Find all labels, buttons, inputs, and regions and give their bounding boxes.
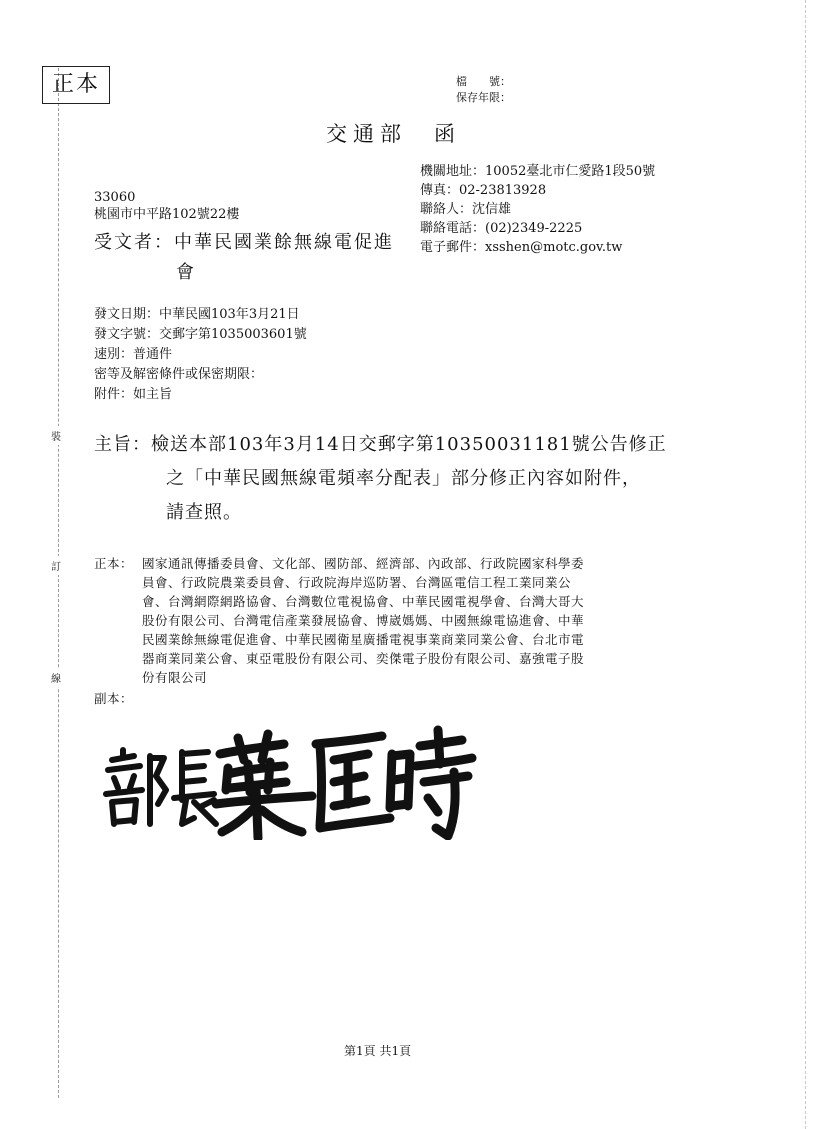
cc-line: 會、台灣網際網路協會、台灣數位電視協會、中華民國電視學會、台灣大哥大 — [142, 594, 585, 609]
subject-line-1: 主旨：檢送本部103年3月14日交郵字第10350031181號公告修正 — [94, 434, 667, 455]
cc-label: 正本： — [94, 556, 134, 571]
issue-date: 發文日期：中華民國103年3月21日 — [94, 307, 300, 322]
sender-phone: 聯絡電話：(02)2349-2225 — [420, 221, 583, 236]
document-title: 交通部 函 — [326, 122, 461, 146]
cc-line: 份有限公司 — [142, 670, 208, 685]
binding-line — [58, 68, 59, 1098]
subject-line-3: 請查照。 — [166, 502, 242, 523]
document-number: 發文字號：交郵字第1035003601號 — [94, 327, 307, 342]
sender-email: 電子郵件：xsshen@motc.gov.tw — [420, 240, 623, 255]
binding-mark-ding: 訂 — [51, 556, 61, 575]
recipient-postal-code: 33060 — [94, 190, 136, 205]
binding-mark-zhuang: 裝 — [51, 426, 61, 445]
binding-mark-xian: 線 — [51, 668, 61, 687]
file-number-label: 檔 號： — [456, 75, 511, 88]
cc-line: 員會、行政院農業委員會、行政院海岸巡防署、台灣區電信工程工業同業公 — [142, 575, 572, 590]
cc-line: 器商業同業公會、東亞電股份有限公司、奕傑電子股份有限公司、嘉強電子股 — [142, 651, 585, 666]
subject-line-2: 之「中華民國無線電頻率分配表」部分修正內容如附件， — [166, 468, 641, 489]
cc-line: 國家通訊傳播委員會、文化部、國防部、經濟部、內政部、行政院國家科學委 — [142, 556, 585, 571]
page-edge-line — [805, 0, 806, 1129]
urgency: 速別：普通件 — [94, 347, 173, 362]
attachment: 附件：如主旨 — [94, 387, 173, 402]
original-copy-stamp: 正本 — [42, 66, 110, 104]
minister-signature — [98, 720, 478, 840]
confidentiality: 密等及解密條件或保密期限： — [94, 367, 264, 382]
recipient-line-2: 會 — [176, 262, 196, 283]
copy-label: 副本： — [94, 691, 134, 706]
cc-line: 民國業餘無線電促進會、中華民國衛星廣播電視事業商業同業公會、台北市電 — [142, 632, 585, 647]
sender-contact: 聯絡人：沈信雄 — [420, 202, 512, 217]
retention-period-label: 保存年限： — [456, 91, 511, 104]
recipient-address: 桃園市中平路102號22樓 — [94, 207, 240, 222]
cc-line: 股份有限公司、台灣電信產業發展協會、博崴媽媽、中國無線電協進會、中華 — [142, 613, 585, 628]
recipient-line-1: 受文者：中華民國業餘無線電促進 — [94, 232, 394, 253]
page-number-footer: 第1頁 共1頁 — [344, 1044, 412, 1058]
sender-address: 機關地址：10052臺北市仁愛路1段50號 — [420, 164, 656, 179]
sender-fax: 傳真：02-23813928 — [420, 183, 547, 198]
